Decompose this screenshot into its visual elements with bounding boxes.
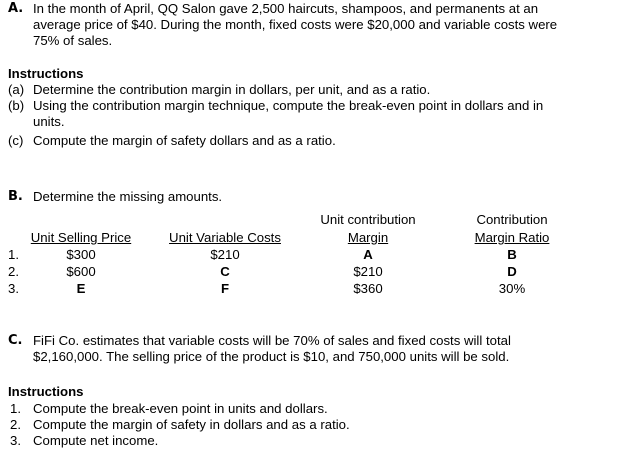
cell-unit-cm: $360 xyxy=(353,281,383,296)
cell-unit-selling-price: E xyxy=(76,281,86,296)
cell-unit-variable-costs: $210 xyxy=(210,247,240,262)
header-unit-cm-line-1: Unit contribution xyxy=(320,212,416,227)
instruction-c-label: (c) xyxy=(8,133,24,148)
problem-a-text xyxy=(33,1,557,49)
header-unit-cm-line-2: Margin xyxy=(347,230,389,245)
instruction-3-text: Compute net income. xyxy=(33,433,159,448)
problem-b-marker: B. xyxy=(8,189,23,204)
cell-unit-selling-price: $600 xyxy=(66,264,96,279)
problem-b-intro: Determine the missing amounts. xyxy=(33,189,223,204)
instruction-2-text: Compute the margin of safety in dollars and as a ratio. xyxy=(33,417,350,432)
cell-cm-ratio: 30% xyxy=(498,281,526,296)
row-number: 2. xyxy=(8,264,19,279)
cell-cm-ratio: D xyxy=(507,264,517,279)
instruction-1-text: Compute the break-even point in units and dollars. xyxy=(33,401,328,416)
instruction-b-label: (b) xyxy=(8,98,25,113)
row-number: 3. xyxy=(8,281,19,296)
instruction-c-text: Compute the margin of safety dollars and as a ratio. xyxy=(33,133,336,148)
problem-a-instructions-heading: Instructions xyxy=(8,66,84,81)
instruction-a-text: Determine the contribution margin in dollars, per unit, and as a ratio. xyxy=(33,82,431,97)
instruction-2-label: 2. xyxy=(10,417,21,432)
instruction-b-continuation: units. xyxy=(33,114,65,129)
cell-cm-ratio: B xyxy=(507,247,517,262)
header-cm-ratio-line-1: Contribution xyxy=(476,212,548,227)
instruction-1-label: 1. xyxy=(10,401,21,416)
problem-c-line-2: $2,160,000. The selling price of the product is $10, and 750,000 units will be sold. xyxy=(33,349,510,364)
problem-c-marker: C. xyxy=(8,333,23,348)
problem-c-line-1: FiFi Co. estimates that variable costs will be 70% of sales and fixed costs will total xyxy=(33,333,511,348)
problem-a-line-2: average price of $40. During the month, fixed costs were $20,000 and variable costs were xyxy=(33,17,558,32)
problem-a-line-1: In the month of April, QQ Salon gave 2,500 haircuts, shampoos, and permanents at an xyxy=(33,1,539,16)
cell-unit-cm: $210 xyxy=(353,264,383,279)
cell-unit-variable-costs: F xyxy=(220,281,230,296)
instruction-b-text: Using the contribution margin technique, compute the break-even point in dollars and in xyxy=(33,98,544,113)
problem-a-line-3: 75% of sales. xyxy=(33,33,113,48)
row-number: 1. xyxy=(8,247,19,262)
problem-c-text xyxy=(33,333,511,365)
problem-c-instructions-heading: Instructions xyxy=(8,384,84,399)
cell-unit-cm: A xyxy=(363,247,373,262)
header-cm-ratio-line-2: Margin Ratio xyxy=(474,230,550,245)
problem-a-marker: A. xyxy=(8,1,24,16)
cell-unit-variable-costs: C xyxy=(220,264,230,279)
header-unit-selling-price: Unit Selling Price xyxy=(30,230,132,245)
header-unit-variable-costs: Unit Variable Costs xyxy=(169,230,281,245)
cell-unit-selling-price: $300 xyxy=(66,247,96,262)
instruction-3-label: 3. xyxy=(10,433,21,448)
instruction-a-label: (a) xyxy=(8,82,25,97)
